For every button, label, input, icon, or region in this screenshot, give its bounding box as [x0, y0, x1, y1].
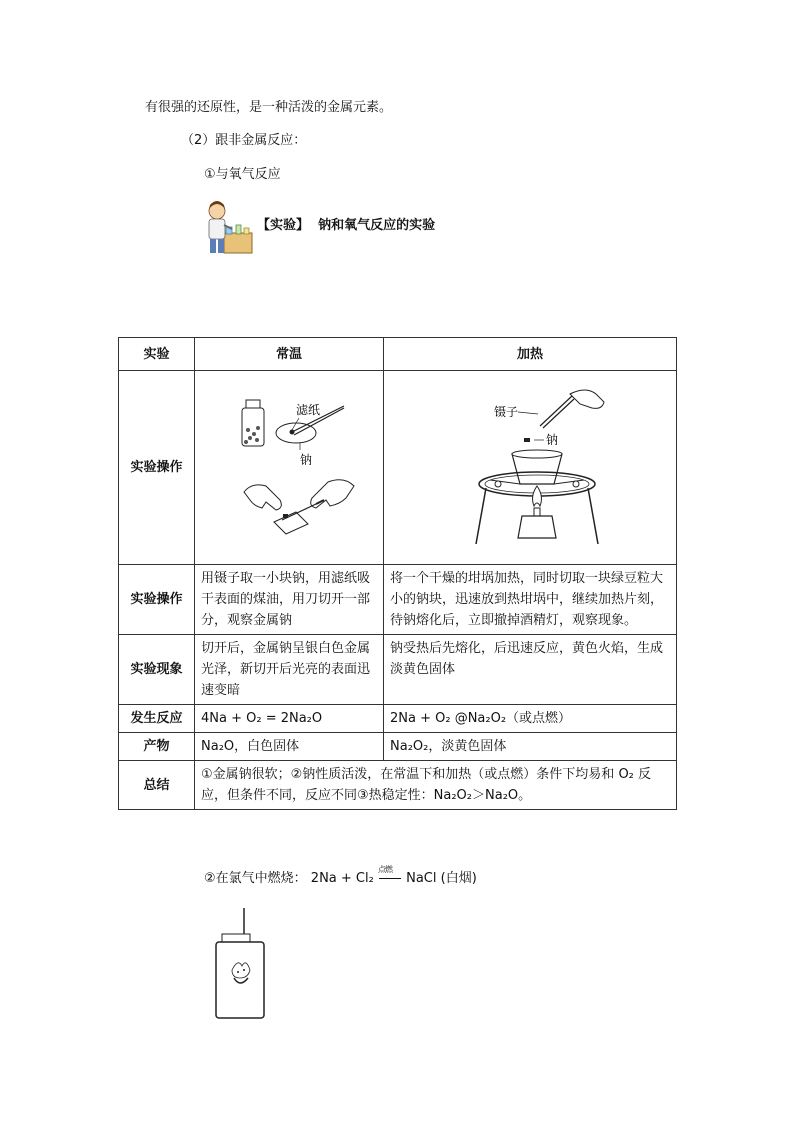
experiment-table [118, 337, 677, 810]
table-row-summary [119, 761, 677, 810]
experiment-title [257, 217, 435, 235]
heating-illustration [384, 371, 677, 565]
label-sodium-left: 钠 [300, 453, 313, 467]
phenomenon-heat: 钠受热后先熔化，后迅速反应，黄色火焰，生成淡黄色固体 [384, 635, 677, 705]
table-row-phenomenon [119, 635, 677, 705]
row-label-summary: 总结 [119, 761, 195, 810]
section-heading: （2）跟非金属反应： [181, 133, 307, 148]
condition-label: 点燃 [377, 865, 392, 874]
crucible-heating-diagram [390, 374, 670, 554]
table-row-operation [119, 565, 677, 635]
row-label-operation-images: 实验操作 [119, 371, 195, 565]
summary-text: ①金属钠很软；②钠性质活泼，在常温下和加热（或点燃）条件下均易和 O₂ 反应，但条件不同，反应不同③热稳定性：Na₂O₂＞Na₂O。 [195, 761, 677, 810]
experiment-bracket: 【实验】 [257, 218, 310, 233]
operation-heat: 将一个干燥的坩埚加热，同时切取一块绿豆粒大小的钠块，迅速放到热坩埚中，继续加热片刻，待钠熔化后，立即撤掉酒精灯，观察现象。 [384, 565, 677, 635]
header-heating: 加热 [384, 338, 677, 371]
operation-normal: 用镊子取一小块钠，用滤纸吸干表面的煤油，用刀切开一部分，观察金属钠 [195, 565, 384, 635]
table-header-row [119, 338, 677, 371]
chlorine-rhs: NaCl [406, 871, 437, 886]
product-heat: Na₂O₂，淡黄色固体 [384, 733, 677, 761]
label-sodium-right: 钠 [546, 433, 559, 447]
scientist-icon [204, 199, 254, 257]
normal-temp-illustration [195, 371, 384, 565]
table-row-reaction [119, 705, 677, 733]
table-row-product [119, 733, 677, 761]
row-label-reaction: 发生反应 [119, 705, 195, 733]
reaction-heat: 2Na + O₂ @Na₂O₂（或点燃） [384, 705, 677, 733]
chlorine-text: ②在氯气中燃烧： [204, 871, 307, 886]
chlorine-reaction-line [204, 865, 477, 888]
label-tweezers: 镊子 [494, 405, 519, 419]
row-label-phenomenon: 实验现象 [119, 635, 195, 705]
chlorine-lhs: 2Na + Cl₂ [310, 871, 374, 886]
table-row-images [119, 371, 677, 565]
header-experiment: 实验 [119, 338, 195, 371]
reaction-condition [377, 865, 402, 888]
row-label-operation: 实验操作 [119, 565, 195, 635]
label-filter-paper: 滤纸 [296, 403, 321, 417]
intro-text: 有很强的还原性，是一种活泼的金属元素。 [145, 100, 393, 115]
chlorine-note: (白烟) [440, 871, 477, 886]
reaction-normal: 4Na + O₂ = 2Na₂O [195, 705, 384, 733]
phenomenon-normal: 切开后，金属钠呈银白色金属光泽，新切开后光亮的表面迅速变暗 [195, 635, 384, 705]
row-label-product: 产物 [119, 733, 195, 761]
sodium-cutting-diagram [204, 374, 374, 554]
header-normal-temp: 常温 [195, 338, 384, 371]
gas-jar-icon [212, 908, 268, 1020]
product-normal: Na₂O，白色固体 [195, 733, 384, 761]
subsection-oxygen: ①与氧气反应 [204, 167, 281, 182]
experiment-name: 钠和氧气反应的实验 [318, 218, 436, 233]
